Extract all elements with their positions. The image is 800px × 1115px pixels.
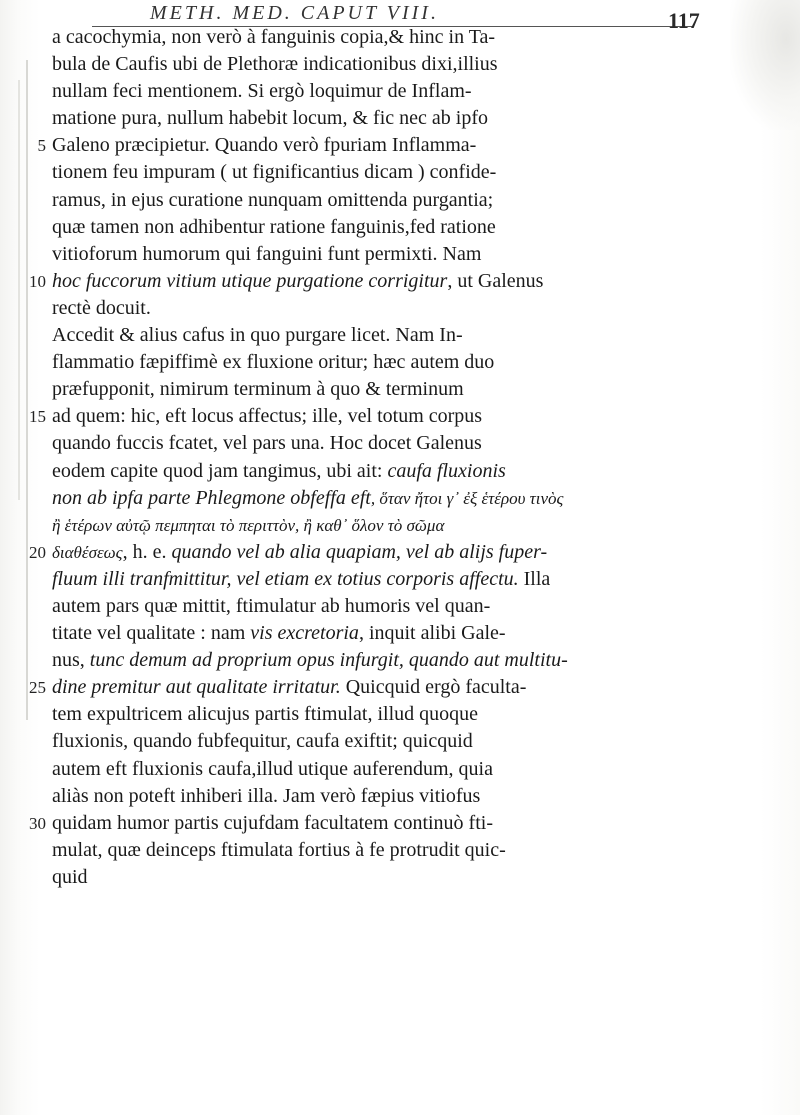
text-segment: aliàs non poteft inhiberi illa. Jam verò fæpius vitiofus [52, 784, 481, 807]
text-segment: rectè docuit. [52, 296, 151, 319]
folio-mark: 117 [668, 8, 700, 33]
text-segment: mulat, quæ deinceps ftimulata fortius à fe protrudit quic- [52, 838, 506, 861]
text-segment: quæ tamen non adhibentur ratione fanguinis,fed ratione [52, 215, 496, 238]
text-line [52, 620, 752, 647]
text-line [52, 756, 752, 783]
text-segment: quidam humor partis cujufdam facultatem continuò fti- [52, 811, 493, 834]
text-line [52, 593, 752, 620]
text-line [52, 24, 752, 51]
italic-text: vis excretoria [250, 622, 359, 645]
line-number: 5 [37, 136, 46, 156]
text-segment: autem eft fluxionis caufa,illud utique auferendum, quia [52, 757, 493, 780]
text-line [52, 349, 752, 376]
text-segment: autem pars quæ mittit, ftimulatur ab humoris vel quan- [52, 594, 491, 617]
text-line [52, 214, 752, 241]
text-line [52, 78, 752, 105]
text-line [52, 512, 752, 539]
text-segment: ad quem: hic, eft locus affectus; ille, vel totum corpus [52, 405, 483, 428]
text-line [52, 322, 752, 349]
text-segment: tionem feu impuram ( ut fignificantius dicam ) confide- [52, 161, 497, 184]
text-segment: quando fuccis fcatet, vel pars una. Hoc docet Galenus [52, 432, 482, 455]
text-line [52, 159, 752, 186]
running-head-prefix: METH. MED. [150, 2, 293, 24]
text-segment: , h. e. [122, 540, 172, 563]
text-segment: vitioforum humorum qui fanguini funt permixti. Nam [52, 242, 482, 265]
text-segment: nus, [52, 649, 90, 672]
text-line [37, 132, 752, 159]
text-segment: Accedit & alius cafus in quo purgare licet. Nam In- [52, 324, 463, 347]
text-line [52, 376, 752, 403]
text-segment: bula de Caufis ubi de Plethoræ indicationibus dixi,illius [52, 53, 498, 76]
text-line [29, 268, 752, 295]
italic-text: tunc demum ad proprium opus infurgit, quando aut multitu- [89, 649, 568, 672]
text-line [52, 783, 752, 810]
line-number: 15 [29, 407, 46, 427]
text-line [52, 430, 752, 457]
line-number: 25 [29, 678, 46, 698]
text-line [29, 674, 752, 701]
text-segment: eodem capite quod jam tangimus, ubi ait: [52, 459, 388, 482]
text-segment: , inquit alibi Gale- [358, 622, 506, 645]
italic-text: fluum illi tranfmittitur, vel etiam ex totius corporis affectu. [52, 567, 519, 590]
text-segment: Galeno præcipietur. Quando verò fpuriam Inflamma- [52, 134, 477, 157]
text-segment: flammatio fæpiffimè ex fluxione oritur; hæc autem duo [52, 351, 495, 374]
text-segment: tem expultricem alicujus partis ftimulat, illud quoque [52, 703, 479, 726]
italic-text: dine premitur aut qualitate irritatur. [52, 676, 341, 699]
greek-text: ἢ ἑτέρων αὐτῷ πεμπηται τὸ περιττὸν, ἢ καθ᾽ ὅλον τὸ σῶμα [52, 515, 445, 535]
italic-text: hoc fuccorum vitium utique purgatione corrigitur [52, 269, 448, 292]
line-number: 10 [29, 271, 46, 291]
text-line [52, 864, 752, 891]
text-segment: fluxionis, quando fubfequitur, caufa exiftit; quicquid [52, 730, 473, 753]
text-segment: , ut Galenus [447, 269, 544, 292]
text-line [52, 458, 752, 485]
text-line [29, 810, 752, 837]
text-segment: ramus, in ejus curatione nunquam omittenda purgantia; [52, 188, 494, 211]
italic-text: non ab ipfa parte Phlegmone obfeffa eft [52, 486, 371, 509]
running-head-title: CAPUT VIII. [300, 2, 439, 24]
text-line [29, 403, 752, 430]
text-line [52, 295, 752, 322]
text-line [52, 728, 752, 755]
greek-text: , ὅταν ἤτοι γ᾽ ἐξ ἑτέρου τινὸς [370, 488, 564, 508]
line-number: 30 [29, 813, 46, 833]
greek-text: διαθέσεως [52, 542, 123, 562]
text-line [52, 566, 752, 593]
text-segment: nullam feci mentionem. Si ergò loquimur de Inflam- [52, 80, 472, 103]
text-segment: præfupponit, nimirum terminum à quo & terminum [52, 378, 464, 401]
text-line [52, 485, 752, 512]
text-segment: matione pura, nullum habebit locum, & fic nec ab ipfo [52, 107, 488, 130]
text-segment: titate vel qualitate : nam [52, 622, 251, 645]
text-line [52, 701, 752, 728]
text-line [52, 187, 752, 214]
text-line [29, 539, 752, 566]
text-line [52, 837, 752, 864]
body-text [29, 24, 752, 891]
text-line [52, 105, 752, 132]
text-segment: quid [52, 865, 88, 888]
text-line [52, 647, 752, 674]
text-line [52, 241, 752, 268]
text-segment: a cacochymia, non verò à fanguinis copia,& hinc in Ta- [52, 26, 496, 48]
text-segment: Illa [518, 567, 551, 590]
italic-text: quando vel ab alia quapiam, vel ab alijs fuper- [171, 540, 548, 563]
line-number: 20 [29, 542, 46, 562]
text-segment: Quicquid ergò faculta- [340, 676, 527, 699]
italic-text: caufa fluxionis [387, 459, 506, 482]
text-line [52, 51, 752, 78]
